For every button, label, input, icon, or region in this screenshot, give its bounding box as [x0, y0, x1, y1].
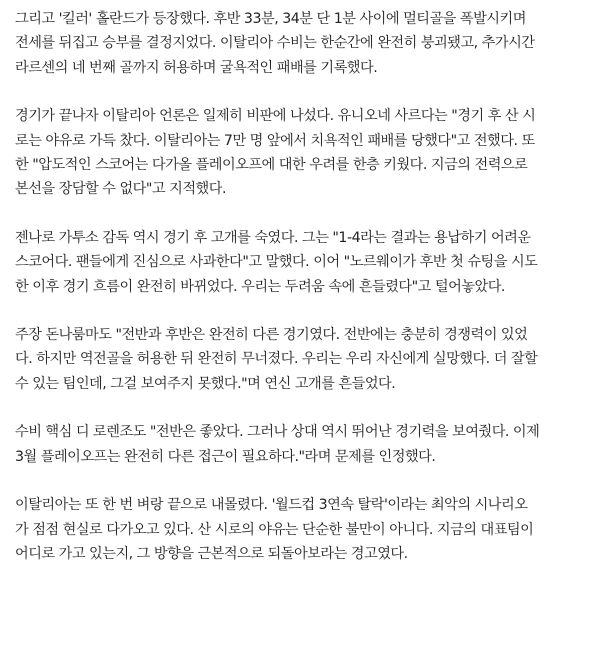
- text-line: 젠나로 가투소 감독 역시 경기 후 고개를 숙였다. 그는 "1-4라는 결과는 용납하기 어려운: [15, 229, 531, 246]
- text-line: 본선을 장담할 수 없다"고 지적했다.: [15, 181, 226, 198]
- text-line: 한 이후 경기 흐름이 완전히 바뀌었다. 우리는 두려움 속에 흔들렸다"고 털어놓았다.: [15, 278, 505, 295]
- text-line: 라르센의 네 번째 골까지 허용하며 굴욕적인 패배를 기록했다.: [15, 59, 378, 76]
- paragraph-italian-press: [15, 104, 585, 202]
- paragraph-holland-goals: [15, 7, 585, 80]
- text-line: 스코어다. 팬들에게 진심으로 사과한다"고 말했다. 이어 "노르웨이가 후반 첫 슈팅을 시도: [15, 254, 538, 271]
- text-line: 수비 핵심 디 로렌조도 "전반은 좋았다. 그러나 상대 역시 뛰어난 경기력을 보여줬다. 이제: [15, 424, 540, 441]
- paragraph-gattuso-comment: [15, 226, 585, 299]
- paragraph-di-lorenzo-comment: [15, 420, 585, 469]
- text-line: 수 있는 팀인데, 그걸 보여주지 못했다."며 연신 고개를 흔들었다.: [15, 375, 396, 392]
- text-line: 경기가 끝나자 이탈리아 언론은 일제히 비판에 나섰다. 유니오네 사르다는 "경기 후 산 시: [15, 108, 536, 125]
- text-line: 한 "압도적인 스코어는 다가올 플레이오프에 대한 우려를 한층 키웠다. 지금의 전력으로: [15, 157, 528, 174]
- text-line: 다. 하지만 역전골을 허용한 뒤 완전히 무너졌다. 우리는 우리 자신에게 실망했다. 더 잘할: [15, 351, 538, 368]
- text-line: 그리고 '킬러' 홀란드가 등장했다. 후반 33분, 34분 단 1분 사이에 멀티골을 폭발시키며: [15, 11, 526, 27]
- paragraph-conclusion: [15, 493, 585, 566]
- text-line: 어디로 가고 있는지, 그 방향을 근본적으로 되돌아보라는 경고였다.: [15, 545, 408, 562]
- text-line: 이탈리아는 또 한 번 벼랑 끝으로 내몰렸다. '월드컵 3연속 탈락'이라는 최악의 시나리오: [15, 497, 528, 514]
- text-line: 로는 야유로 가득 찼다. 이탈리아는 7만 명 앞에서 치욕적인 패배를 당했다"고 전했다. 또: [15, 132, 535, 149]
- text-line: 가 점점 현실로 다가오고 있다. 산 시로의 야유는 단순한 불만이 아니다. 지금의 대표팀이: [15, 521, 534, 538]
- text-line: 주장 돈나룸마도 "전반과 후반은 완전히 다른 경기였다. 전반에는 충분히 경쟁력이 있었: [15, 327, 528, 344]
- text-line: 3월 플레이오프는 완전히 다른 접근이 필요하다."라며 문제를 인정했다.: [15, 448, 436, 465]
- text-line: 전세를 뒤집고 승부를 결정지었다. 이탈리아 수비는 한순간에 완전히 붕괴됐고, 추가시간: [15, 35, 535, 52]
- paragraph-donnarumma-comment: [15, 323, 585, 396]
